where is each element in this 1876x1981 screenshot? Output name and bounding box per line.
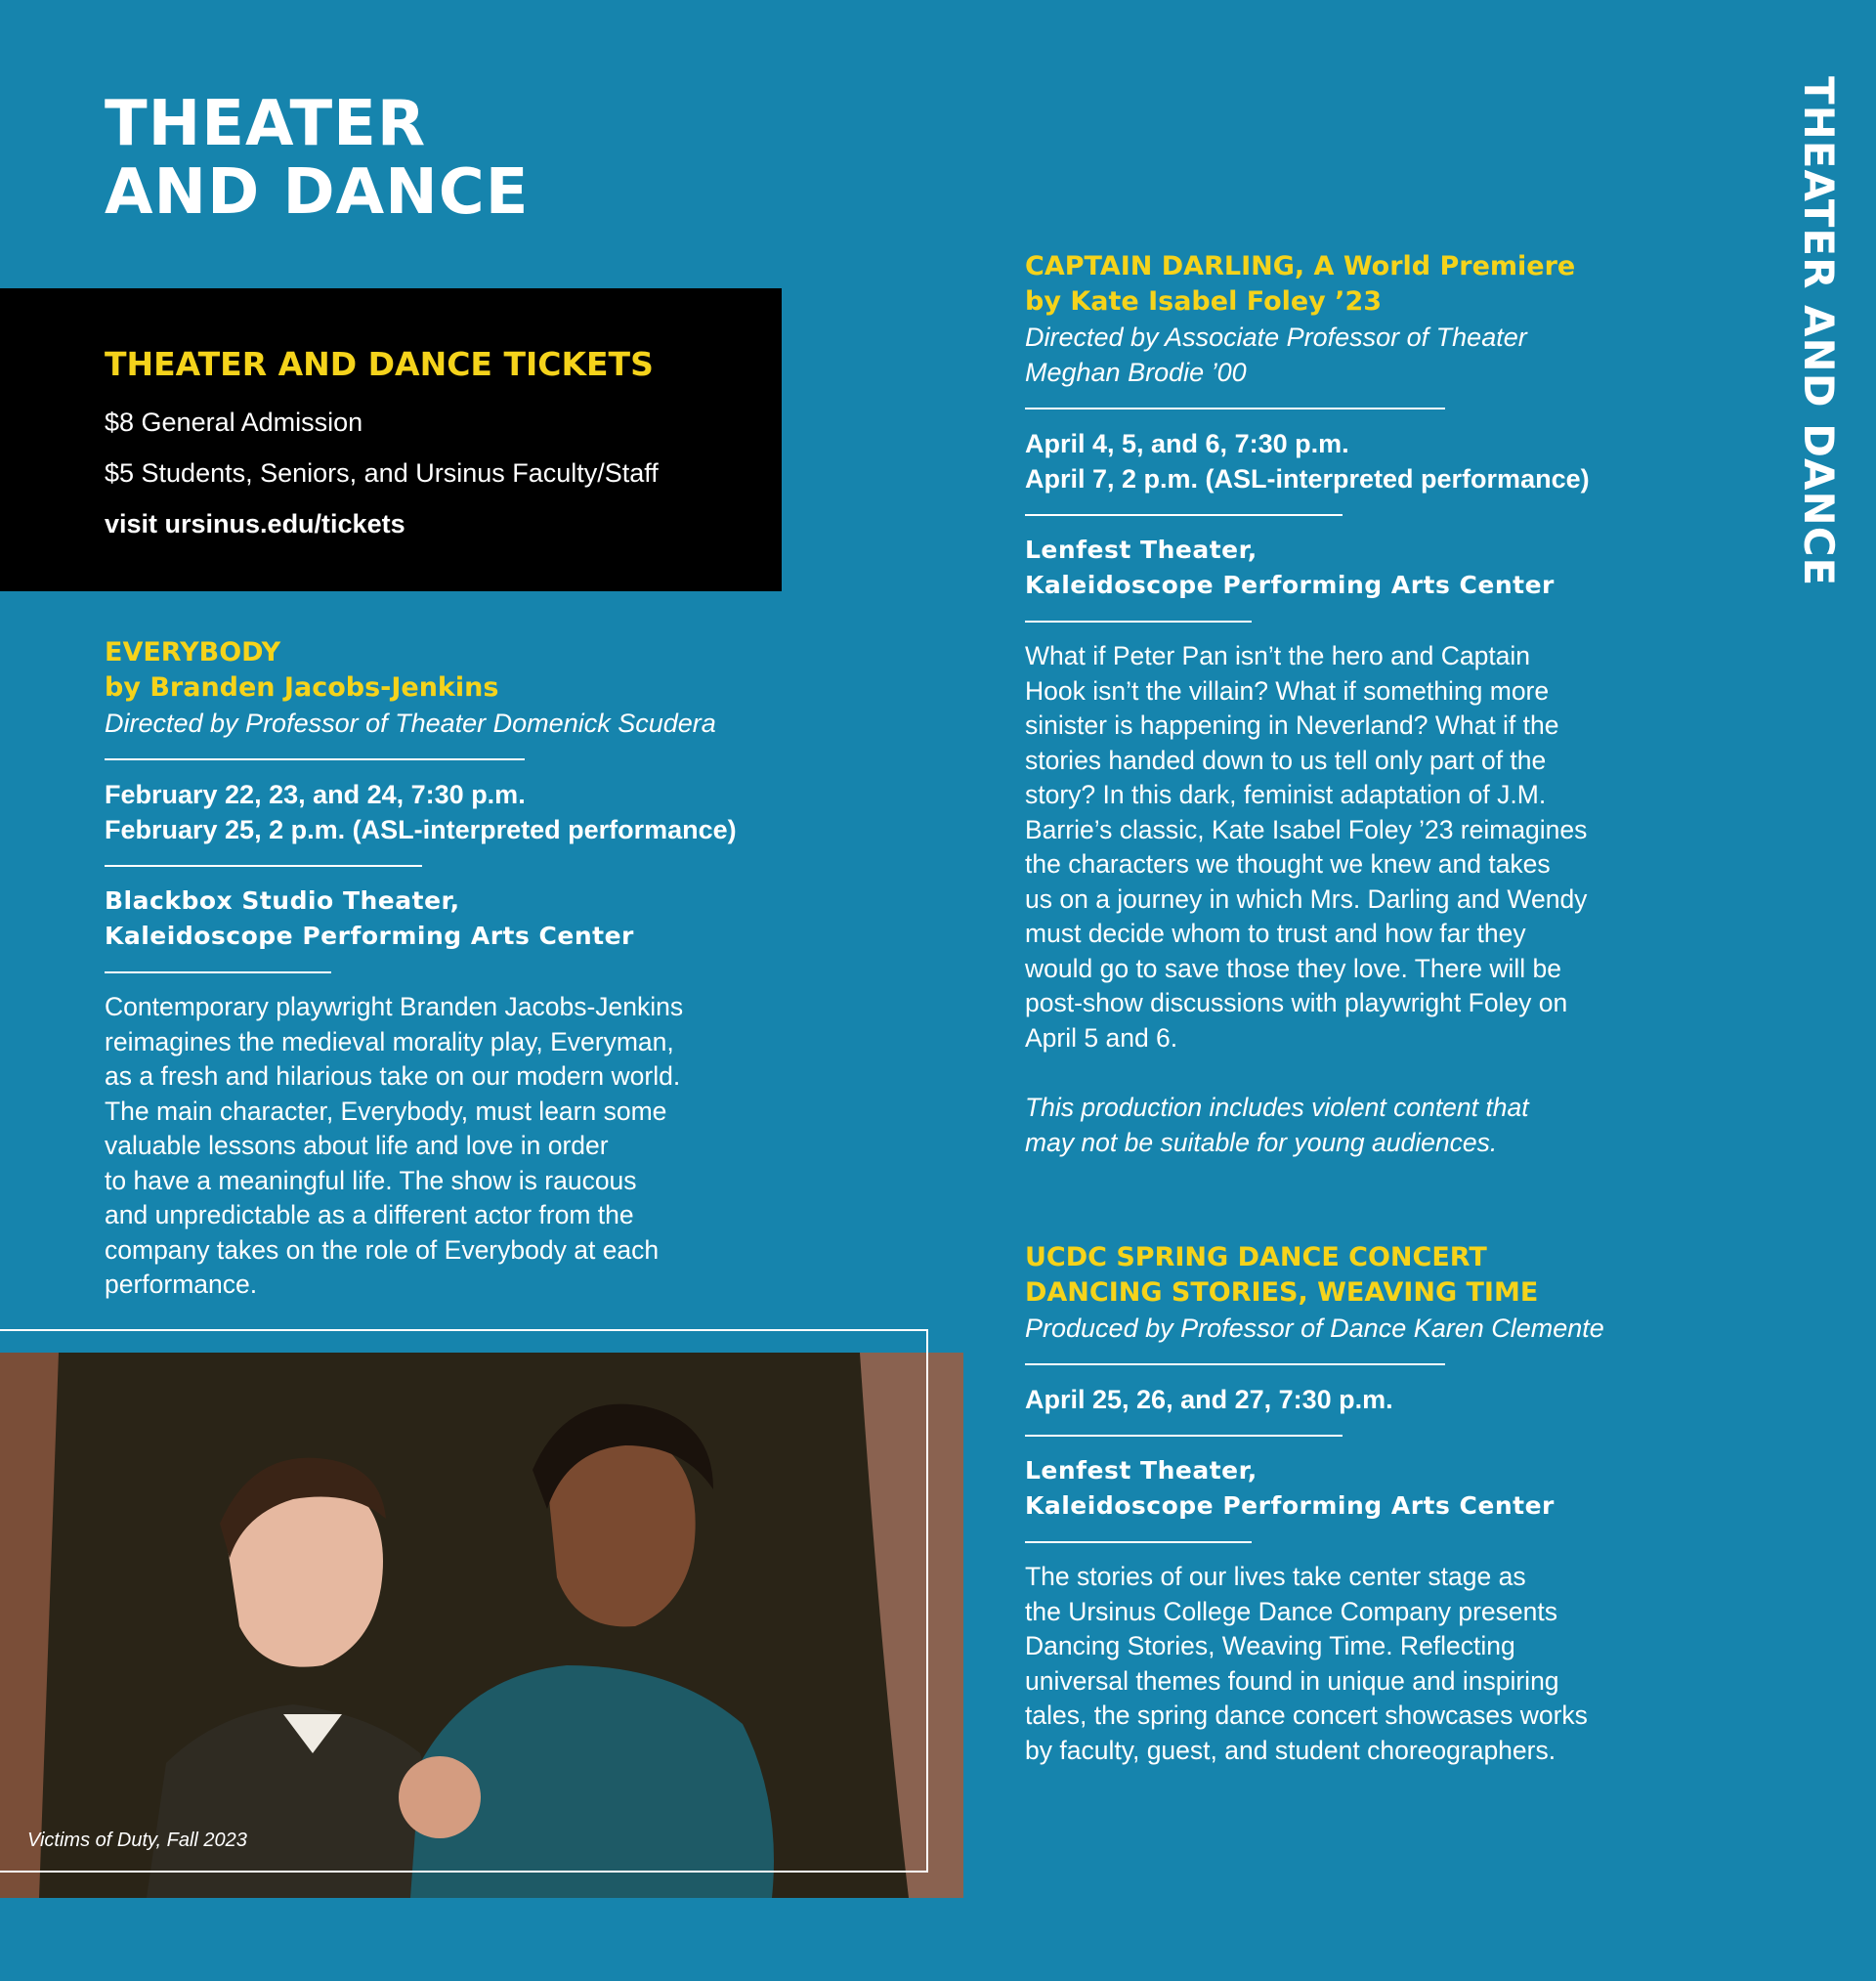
desc-line: the characters we thought we knew and takes [1025, 849, 1551, 879]
ucdc-title-2: DANCING STORIES, WEAVING TIME [1025, 1277, 1539, 1308]
divider [105, 865, 422, 867]
divider [1025, 514, 1343, 516]
desc-line: tales, the spring dance concert showcases works [1025, 1701, 1588, 1730]
ucdc-date: April 25, 26, and 27, 7:30 p.m. [1025, 1385, 1393, 1414]
page-title [105, 90, 529, 227]
desc-line: the Ursinus College Dance Company presents [1025, 1596, 1557, 1626]
divider [105, 971, 331, 973]
divider [1025, 1541, 1252, 1543]
desc-line: us on a journey in which Mrs. Darling and Wendy [1025, 883, 1588, 914]
everybody-venue-1: Blackbox Studio Theater, [105, 886, 460, 915]
desc-line: by faculty, guest, and student choreographers. [1025, 1735, 1556, 1765]
desc-line: universal themes found in unique and inspiring [1025, 1665, 1559, 1696]
desc-line: Contemporary playwright Branden Jacobs-Jenkins [105, 992, 684, 1021]
desc-line: must decide whom to trust and how far they [1025, 919, 1526, 948]
everybody-author: by Branden Jacobs-Jenkins [105, 672, 499, 703]
everybody-section [105, 635, 789, 1303]
desc-line: valuable lessons about life and love in order [105, 1131, 609, 1160]
ucdc-venue-2: Kaleidoscope Performing Arts Center [1025, 1491, 1555, 1520]
desc-line: story? In this dark, feminist adaptation of J.M. [1025, 780, 1547, 809]
desc-line: company takes on the role of Everybody at each [105, 1234, 660, 1265]
desc-line: Dancing Stories, Weaving Time. Reflecting [1025, 1631, 1515, 1660]
ucdc-title-1: UCDC SPRING DANCE CONCERT [1025, 1242, 1487, 1272]
everybody-title: EVERYBODY [105, 637, 281, 668]
divider [1025, 408, 1445, 409]
divider [1025, 1363, 1445, 1365]
ucdc-venue-1: Lenfest Theater, [1025, 1456, 1258, 1485]
right-column [1025, 249, 1699, 1768]
everybody-director: Directed by Professor of Theater Domenick Scudera [105, 709, 716, 738]
desc-line: post-show discussions with playwright Foley on [1025, 988, 1568, 1017]
content-warning [1025, 1091, 1699, 1160]
captain-director-2: Meghan Brodie ’00 [1025, 358, 1247, 387]
desc-line: performance. [105, 1270, 258, 1299]
everybody-date-2: February 25, 2 p.m. (ASL-interpreted performance) [105, 815, 737, 844]
content-warning-line-2: may not be suitable for young audiences. [1025, 1127, 1498, 1157]
captain-venue-1: Lenfest Theater, [1025, 536, 1258, 564]
tickets-heading: THEATER AND DANCE TICKETS [105, 345, 654, 383]
tickets-link[interactable]: visit ursinus.edu/tickets [105, 509, 405, 538]
desc-line: The stories of our lives take center stage as [1025, 1562, 1526, 1591]
captain-author: by Kate Isabel Foley ’23 [1025, 286, 1383, 317]
ucdc-description [1025, 1560, 1699, 1768]
ucdc-section [1025, 1240, 1699, 1768]
page-title-line-2: AND DANCE [105, 156, 530, 229]
captain-darling-section [1025, 249, 1699, 1160]
captain-title: CAPTAIN DARLING, A World Premiere [1025, 251, 1576, 281]
desc-line: Barrie’s classic, Kate Isabel Foley ’23 reimagines [1025, 814, 1588, 844]
tickets-box [0, 288, 782, 591]
desc-line: to have a meaningful life. The show is raucous [105, 1165, 637, 1195]
vertical-section-title: THEATER AND DANCE [1795, 76, 1843, 587]
captain-director-1: Directed by Associate Professor of Theater [1025, 323, 1527, 352]
desc-line: and unpredictable as a different actor from the [105, 1200, 634, 1229]
desc-line: The main character, Everybody, must learn some [105, 1096, 667, 1126]
section-spacer [1025, 1160, 1699, 1240]
captain-date-2: April 7, 2 p.m. (ASL-interpreted performance) [1025, 464, 1590, 494]
photo-caption: Victims of Duty, Fall 2023 [27, 1830, 247, 1851]
divider [1025, 621, 1252, 623]
general-admission-price: $8 General Admission [105, 408, 363, 437]
divider [1025, 1435, 1343, 1437]
captain-description [1025, 639, 1699, 1160]
desc-line: reimagines the medieval morality play, Everyman, [105, 1026, 674, 1056]
desc-line: April 5 and 6. [1025, 1022, 1178, 1053]
desc-line: sinister is happening in Neverland? What if the [1025, 711, 1559, 740]
captain-venue-2: Kaleidoscope Performing Arts Center [1025, 571, 1555, 599]
everybody-date-1: February 22, 23, and 24, 7:30 p.m. [105, 780, 526, 809]
everybody-description [105, 990, 789, 1303]
desc-line: as a fresh and hilarious take on our modern world. [105, 1061, 681, 1091]
students-price: $5 Students, Seniors, and Ursinus Faculty/Staff [105, 458, 659, 488]
captain-date-1: April 4, 5, and 6, 7:30 p.m. [1025, 429, 1349, 458]
desc-line: Hook isn’t the villain? What if something more [1025, 675, 1550, 706]
divider [105, 758, 525, 760]
desc-line: stories handed down to us tell only part of the [1025, 745, 1547, 775]
photo-frame [0, 1329, 928, 1873]
desc-line: What if Peter Pan isn’t the hero and Captain [1025, 641, 1531, 670]
desc-line: would go to save those they love. There will be [1025, 953, 1561, 983]
ucdc-producer: Produced by Professor of Dance Karen Clemente [1025, 1313, 1604, 1343]
everybody-venue-2: Kaleidoscope Performing Arts Center [105, 922, 634, 950]
page-title-line-1: THEATER [105, 88, 427, 160]
content-warning-line-1: This production includes violent content that [1025, 1093, 1529, 1122]
